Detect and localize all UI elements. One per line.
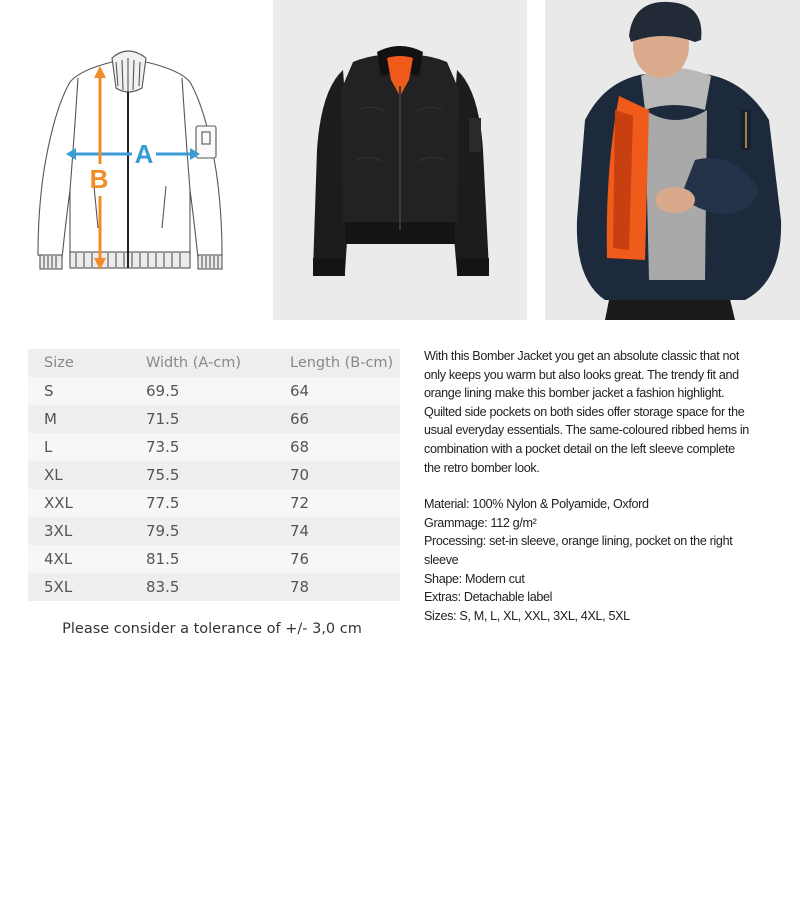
cell-length: 72 [290, 494, 310, 512]
cell-length: 74 [290, 522, 310, 540]
cell-width: 79.5 [146, 522, 180, 540]
header-size: Size [44, 355, 74, 371]
table-row [28, 377, 400, 405]
label-b: B [89, 164, 109, 194]
cell-size: XXL [44, 494, 73, 512]
product-image [273, 0, 527, 320]
description-text: With this Bomber Jacket you get an absolute classic that not only keeps you warm but also looks great. The trendy fit and orange lining make this bomber jacket a fashion highlight. Quilted side pockets on both sides offer storage space for the usual everyday essentials. The same-coloured ribbed hems in combination with a pocket detail on the left sleeve complete the retro bomber look. [424, 349, 749, 475]
model-wearing-bomber-illustration [545, 0, 800, 320]
spec-grammage: Grammage: 112 g/m² [424, 515, 537, 530]
table-row [28, 573, 400, 601]
cell-width: 81.5 [146, 550, 180, 568]
spec-material: Material: 100% Nylon & Polyamide, Oxford [424, 497, 649, 512]
table-row [28, 405, 400, 433]
spec-sizes: Sizes: S, M, L, XL, XXL, 3XL, 4XL, 5XL [424, 608, 630, 623]
jacket-sketch [0, 0, 265, 320]
tolerance-note: Please consider a tolerance of +/- 3,0 cm [62, 621, 362, 637]
cell-size: S [44, 382, 54, 400]
cell-length: 76 [290, 550, 310, 568]
spec-processing: Processing: set-in sleeve, orange lining, pocket on the right sleeve [424, 534, 733, 567]
cell-size: M [44, 410, 57, 428]
cell-width: 83.5 [146, 578, 180, 596]
spec-list [424, 495, 754, 625]
size-sketch-image [0, 0, 265, 320]
cell-width: 71.5 [146, 410, 180, 428]
product-description [424, 347, 754, 625]
cell-size: L [44, 438, 53, 456]
cell-width: 73.5 [146, 438, 180, 456]
cell-length: 78 [290, 578, 310, 596]
cell-width: 75.5 [146, 466, 180, 484]
cell-length: 70 [290, 466, 310, 484]
label-a: A [134, 139, 154, 169]
cell-size: 4XL [44, 550, 73, 568]
table-row [28, 433, 400, 461]
cell-size: XL [44, 466, 63, 484]
cell-width: 69.5 [146, 382, 180, 400]
size-table [28, 349, 400, 601]
cell-length: 66 [290, 410, 310, 428]
model-image [545, 0, 800, 320]
table-row [28, 461, 400, 489]
cell-length: 64 [290, 382, 310, 400]
cell-width: 77.5 [146, 494, 180, 512]
header-length: Length (B-cm) [290, 355, 394, 371]
table-row [28, 489, 400, 517]
table-row [28, 545, 400, 573]
cell-size: 3XL [44, 522, 73, 540]
spec-extras: Extras: Detachable label [424, 590, 553, 605]
cell-size: 5XL [44, 578, 73, 596]
cell-length: 68 [290, 438, 310, 456]
table-row [28, 517, 400, 545]
header-width: Width (A-cm) [146, 355, 241, 371]
table-header-row [28, 349, 400, 377]
spec-shape: Shape: Modern cut [424, 571, 525, 586]
black-bomber-jacket-illustration [273, 0, 527, 320]
width-arrow [66, 148, 200, 160]
